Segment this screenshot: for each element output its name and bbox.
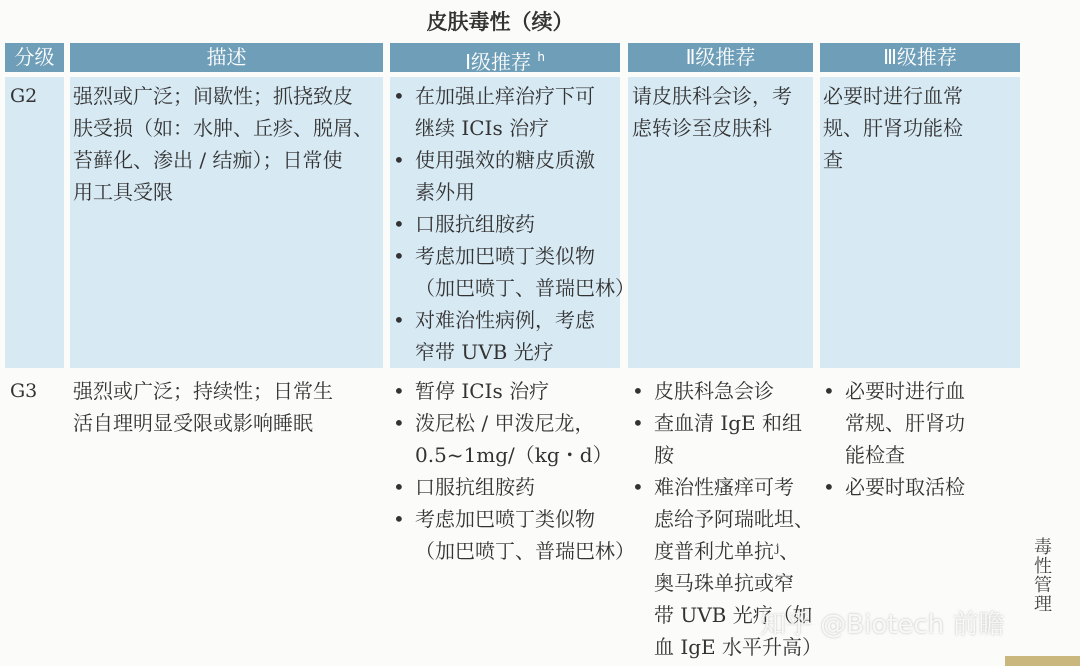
- bullet-line: 素外用: [415, 180, 475, 204]
- header-level1-label: Ⅰ级推荐: [465, 50, 531, 74]
- header-description: 描述: [70, 43, 383, 72]
- text-line: 强烈或广泛；间歇性；抓挠致皮: [73, 84, 353, 108]
- bullet-line: 0.5~1mg/（kg・d）: [415, 443, 613, 467]
- g3-level1: [393, 375, 635, 567]
- bullet-line: 窄带 UVB 光疗: [415, 340, 554, 364]
- g3-description: [73, 375, 333, 439]
- header-level3: Ⅲ级推荐: [820, 43, 1020, 72]
- bullet-line: （加巴喷丁、普瑞巴林）: [415, 539, 635, 563]
- text-line: 请皮肤科会诊，考: [632, 84, 792, 108]
- bullet-line: • 必要时进行血: [823, 375, 965, 407]
- bullet-line: • 使用强效的糖皮质激: [393, 144, 635, 176]
- bullet-line: • 考虑加巴喷丁类似物: [393, 503, 635, 535]
- bullet-line: • 口服抗组胺药: [393, 208, 635, 240]
- bullet-line: 能检查: [845, 443, 905, 467]
- bullet-line: 血 IgE 水平升高）: [654, 635, 823, 659]
- header-grade: 分级: [5, 43, 64, 72]
- g2-description: [73, 80, 373, 208]
- bullet-line: • 查血清 IgE 和组: [632, 407, 822, 439]
- g2-level2: [632, 80, 792, 144]
- header-level1: [390, 43, 620, 72]
- text-line: 必要时进行血常: [823, 84, 963, 108]
- g3-level3: [823, 375, 965, 503]
- grade-g3: G3: [10, 380, 38, 402]
- bullet-line: • 暂停 ICIs 治疗: [393, 375, 635, 407]
- bullet-line: • 考虑加巴喷丁类似物: [393, 240, 635, 272]
- text-line: 肤受损（如：水肿、丘疹、脱屑、: [73, 116, 373, 140]
- text-line: 用工具受限: [73, 180, 173, 204]
- bullet-line: （加巴喷丁、普瑞巴林）: [415, 276, 635, 300]
- g2-level1: [393, 80, 635, 368]
- bullet-line: • 皮肤科急会诊: [632, 375, 822, 407]
- bullet-line: 度普利尤单抗ʲ、: [654, 539, 800, 563]
- bullet-line: • 在加强止痒治疗下可: [393, 80, 635, 112]
- bullet-line: 继续 ICIs 治疗: [415, 116, 550, 140]
- grade-g2: G2: [10, 85, 38, 107]
- text-line: 规、肝肾功能检: [823, 116, 963, 140]
- table-title: 皮肤毒性（续）: [426, 10, 574, 34]
- text-line: 虑转诊至皮肤科: [632, 116, 772, 140]
- text-line: 苔藓化、渗出 / 结痂）；日常使: [73, 148, 343, 172]
- bullet-line: 胺: [654, 443, 674, 467]
- text-line: 活自理明显受限或影响睡眠: [73, 411, 313, 435]
- bullet-line: 奥马珠单抗或窄: [654, 571, 794, 595]
- g2-level3: [823, 80, 963, 176]
- side-tab-label: 毒性管理: [1034, 537, 1052, 615]
- bullet-line: • 对难治性病例，考虑: [393, 304, 635, 336]
- bullet-line: • 难治性瘙痒可考: [632, 471, 822, 503]
- bullet-line: 虑给予阿瑞吡坦、: [654, 507, 814, 531]
- page-edge-tab: [1005, 656, 1080, 666]
- header-level2: Ⅱ级推荐: [628, 43, 813, 72]
- bullet-line: 带 UVB 光疗（如: [654, 603, 813, 627]
- footnote-h: h: [537, 50, 545, 64]
- row-bg: [5, 77, 64, 368]
- text-line: 强烈或广泛；持续性；日常生: [73, 379, 333, 403]
- bullet-line: 常规、肝肾功: [845, 411, 965, 435]
- bullet-line: • 口服抗组胺药: [393, 471, 635, 503]
- watermark: 知乎 @Biotech 前瞻: [760, 610, 1005, 640]
- text-line: 查: [823, 148, 843, 172]
- bullet-line: • 泼尼松 / 甲泼尼龙，: [393, 407, 635, 439]
- bullet-line: • 必要时取活检: [823, 471, 965, 503]
